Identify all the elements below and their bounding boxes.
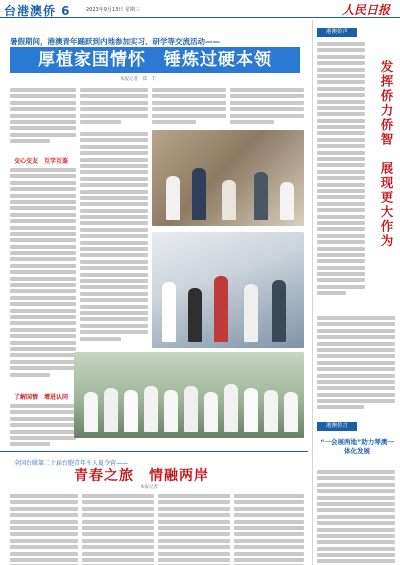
photo-lab-visit bbox=[152, 232, 304, 348]
body-text-block bbox=[82, 494, 154, 565]
article-headline: 厚植家国情怀 锤炼过硬本领 bbox=[10, 47, 300, 73]
body-text-block bbox=[80, 132, 148, 348]
issue-date: 2023年9月13日 星期三 bbox=[86, 7, 140, 13]
sidebar-section-tag: 港澳侨声 bbox=[317, 28, 357, 37]
body-text-block bbox=[152, 88, 226, 128]
body-text-block bbox=[317, 470, 395, 565]
main-column bbox=[0, 20, 308, 565]
body-text-block bbox=[234, 494, 304, 565]
kicker-heading: 交心交友 互学互鉴 bbox=[14, 158, 69, 165]
photo-group bbox=[74, 352, 304, 438]
body-text-block bbox=[10, 404, 76, 448]
body-text-block bbox=[317, 42, 365, 312]
body-text-block bbox=[10, 88, 76, 152]
sidebar-headline: “一会展两地”助力琴澳一体化发展 bbox=[320, 438, 394, 455]
kicker-heading: 了解国情 增进认同 bbox=[14, 394, 69, 401]
page-header bbox=[0, 0, 400, 18]
section-title: 台港澳侨 6 bbox=[4, 4, 71, 18]
sidebar-section-tag: 港澳侨言 bbox=[317, 422, 357, 431]
sidebar-column bbox=[312, 20, 398, 565]
newspaper-logo: 人民日报 bbox=[341, 3, 390, 17]
second-article-byline: 本报记者 bbox=[140, 485, 158, 490]
article-subhead: 暑假期间，港澳青年踊跃到内地参加实习、研学等交流活动—— bbox=[10, 37, 220, 46]
body-text-block bbox=[10, 494, 78, 565]
article-byline: 本报记者 郑 丰 bbox=[120, 77, 156, 82]
body-text-block bbox=[230, 88, 304, 128]
body-text-block bbox=[317, 316, 395, 414]
body-text-block bbox=[10, 168, 76, 388]
second-article-subhead: 全国台联第二十届台胞青年千人夏令营—— bbox=[14, 460, 129, 467]
photo-workshop bbox=[152, 130, 304, 226]
body-text-block bbox=[80, 88, 148, 128]
body-text-block bbox=[158, 494, 230, 565]
sidebar-vertical-headline: 发挥侨力侨智 展现更大作为 bbox=[379, 60, 394, 249]
second-article-headline: 青春之旅 情融两岸 bbox=[74, 468, 209, 484]
section-divider bbox=[0, 451, 308, 452]
